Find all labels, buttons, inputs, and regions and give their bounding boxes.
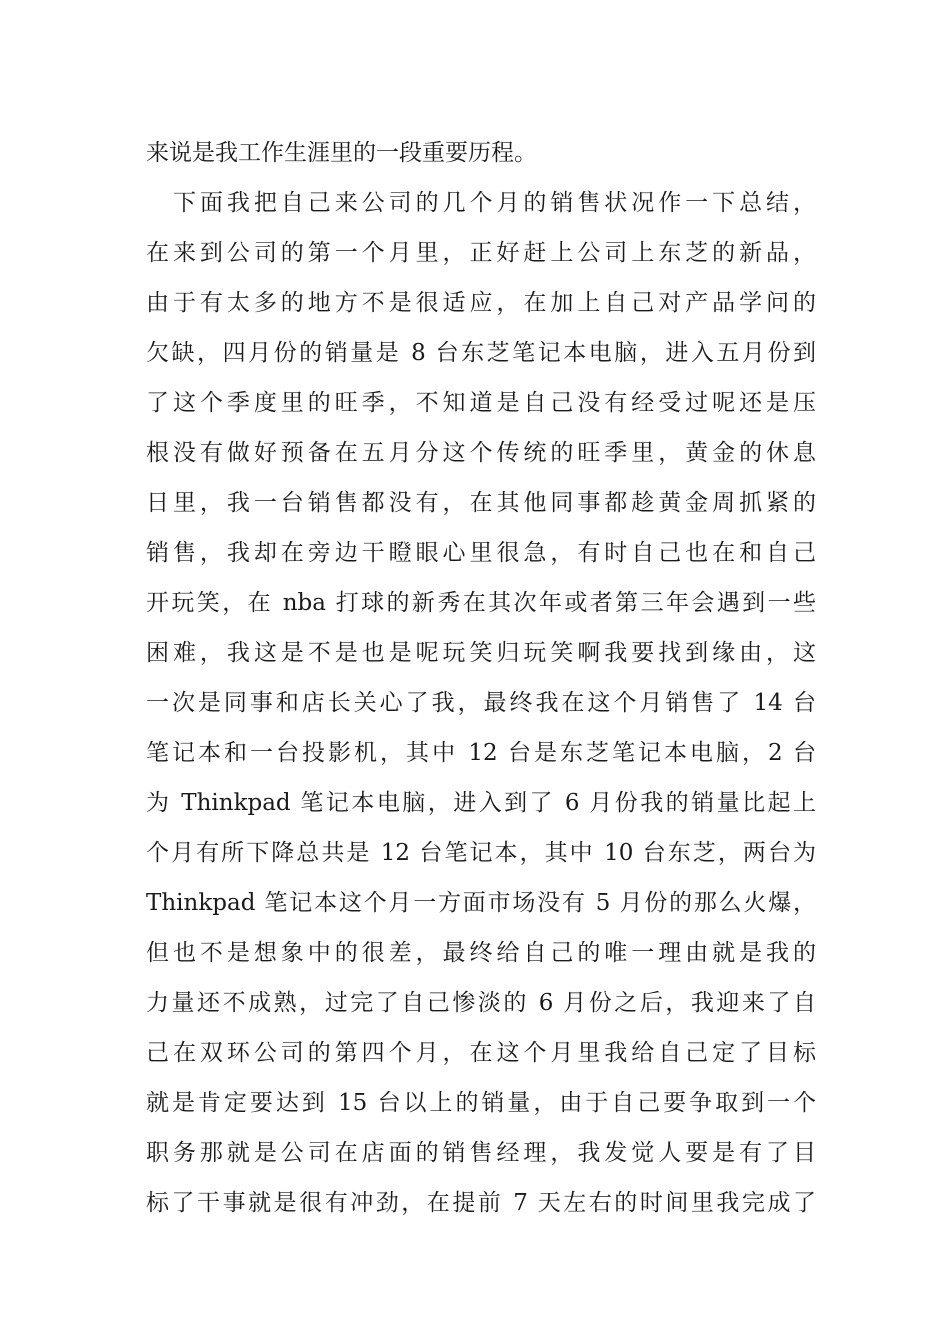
text-line: 欠缺，四月份的销量是 8 台东芝笔记本电脑，进入五月份到 bbox=[146, 340, 816, 366]
text-line: 一次是同事和店长关心了我，最终我在这个月销售了 14 台 bbox=[146, 690, 816, 716]
text-line: 笔记本和一台投影机，其中 12 台是东芝笔记本电脑，2 台 bbox=[146, 740, 816, 766]
text-line: 标了干事就是很有冲劲，在提前 7 天左右的时间里我完成了 bbox=[146, 1190, 816, 1216]
text-line: 困难，我这是不是也是呢玩笑归玩笑啊我要找到缘由，这 bbox=[146, 640, 816, 666]
text-line: 来说是我工作生涯里的一段重要历程。 bbox=[146, 140, 537, 166]
text-line: 由于有太多的地方不是很适应，在加上自己对产品学问的 bbox=[146, 290, 816, 316]
text-line: 销售，我却在旁边干瞪眼心里很急，有时自己也在和自己 bbox=[146, 540, 816, 566]
text-line: Thinkpad 笔记本这个月一方面市场没有 5 月份的那么火爆， bbox=[146, 890, 816, 916]
text-line: 开玩笑，在 nba 打球的新秀在其次年或者第三年会遇到一些 bbox=[146, 590, 816, 616]
text-line: 根没有做好预备在五月分这个传统的旺季里，黄金的休息 bbox=[146, 440, 816, 466]
text-line: 但也不是想象中的很差，最终给自己的唯一理由就是我的 bbox=[146, 940, 816, 966]
body-text bbox=[146, 128, 816, 1228]
text-line: 力量还不成熟，过完了自己惨淡的 6 月份之后，我迎来了自 bbox=[146, 990, 816, 1016]
text-line: 就是肯定要达到 15 台以上的销量，由于自己要争取到一个 bbox=[146, 1090, 816, 1116]
text-line: 下面我把自己来公司的几个月的销售状况作一下总结， bbox=[173, 190, 816, 216]
text-line: 个月有所下降总共是 12 台笔记本，其中 10 台东芝，两台为 bbox=[146, 840, 816, 866]
text-line: 职务那就是公司在店面的销售经理，我发觉人要是有了目 bbox=[146, 1140, 816, 1166]
text-line: 了这个季度里的旺季，不知道是自己没有经受过呢还是压 bbox=[146, 390, 816, 416]
text-line: 为 Thinkpad 笔记本电脑，进入到了 6 月份我的销量比起上 bbox=[146, 790, 816, 816]
text-line: 己在双环公司的第四个月，在这个月里我给自己定了目标 bbox=[146, 1040, 816, 1066]
text-line: 日里，我一台销售都没有，在其他同事都趁黄金周抓紧的 bbox=[146, 490, 816, 516]
text-line: 在来到公司的第一个月里，正好赶上公司上东芝的新品， bbox=[146, 240, 816, 266]
